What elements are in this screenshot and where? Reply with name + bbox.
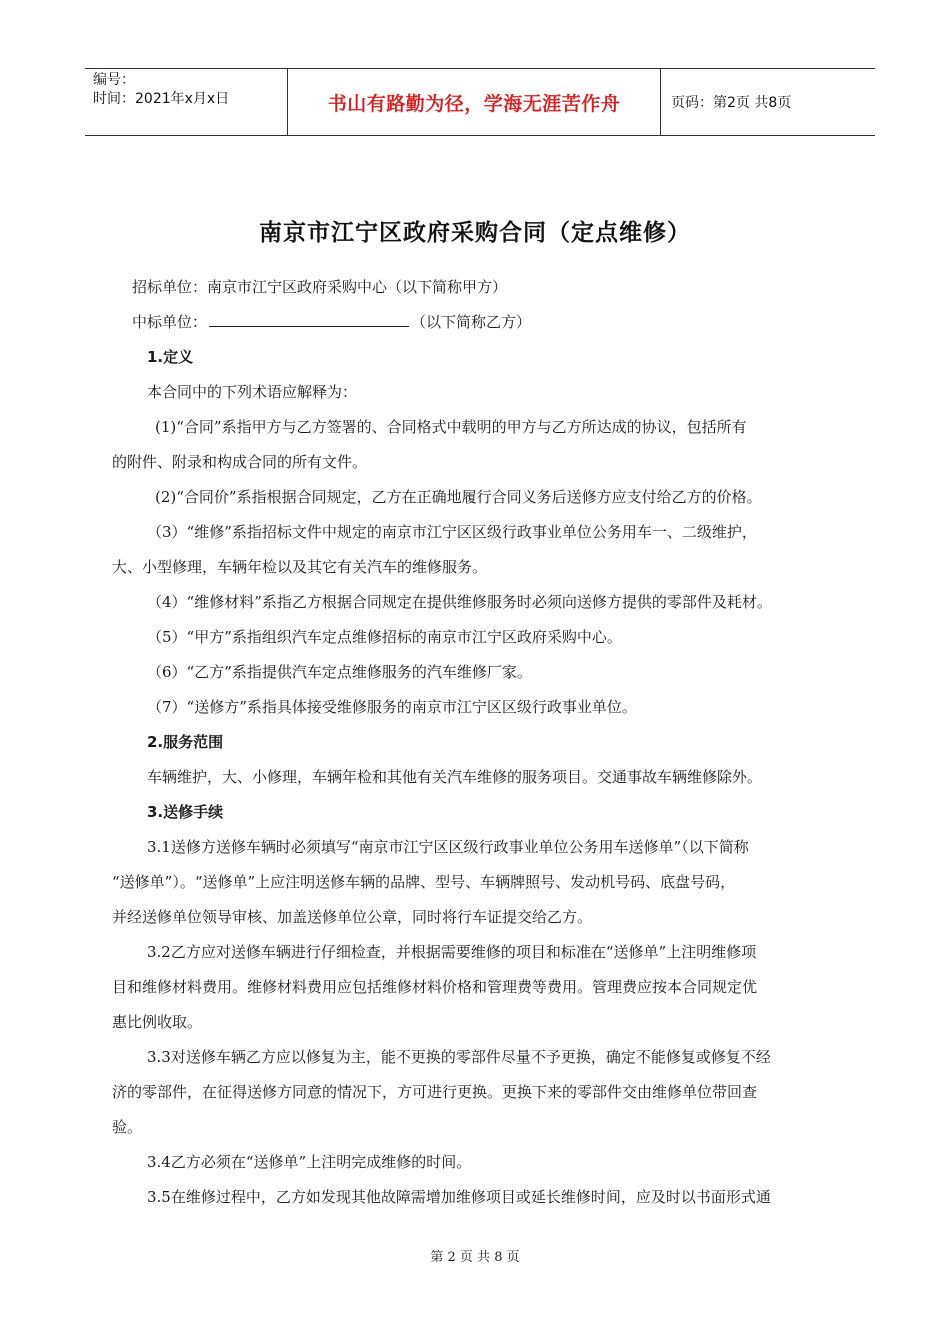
paragraph-line: （3）“维修”系指招标文件中规定的南京市江宁区区级行政事业单位公务用车一、二级维护， <box>147 523 757 541</box>
paragraph-line: （4）“维修材料”系指乙方根据合同规定在提供维修服务时必须向送修方提供的零部件及耗材。 <box>147 593 772 611</box>
page-footer: 第 2 页 共 8 页 <box>430 1250 520 1265</box>
paragraph-line: 目和维修材料费用。维修材料费用应包括维修材料价格和管理费等费用。管理费应按本合同规定优 <box>112 978 758 996</box>
party-bidder: 招标单位：南京市江宁区政府采购中心（以下简称甲方） <box>132 278 508 296</box>
paragraph-line: 的附件、附录和构成合同的所有文件。 <box>112 453 368 471</box>
party-winner <box>132 311 531 332</box>
section-heading: 1.定义 <box>147 348 194 366</box>
paragraph-line: 验。 <box>112 1118 143 1136</box>
paragraph-line: (2)“合同价”系指根据合同规定，乙方在正确地履行合同义务后送修方应支付给乙方的价格。 <box>155 488 762 506</box>
paragraph-line: 大、小型修理，车辆年检以及其它有关汽车的维修服务。 <box>112 558 488 576</box>
time-label: 时间：2021年x月x日 <box>93 91 230 107</box>
paragraph-line: 3.4乙方必须在“送修单”上注明完成维修的时间。 <box>147 1153 472 1171</box>
paragraph-line: （5）“甲方”系指组织汽车定点维修招标的南京市江宁区政府采购中心。 <box>147 628 622 646</box>
paragraph-line: 3.2乙方应对送修车辆进行仔细检查，并根据需要维修的项目和标准在“送修单”上注明维修项 <box>147 943 757 961</box>
paragraph-line: 本合同中的下列术语应解释为： <box>147 383 358 401</box>
winner-suffix: （以下简称乙方） <box>411 313 532 331</box>
paragraph-line: 惠比例收取。 <box>112 1013 203 1031</box>
header-motto: 书山有路勤为径，学海无涯苦作舟 <box>287 69 661 135</box>
paragraph-line: 3.1送修方送修车辆时必须填写“南京市江宁区区级行政事业单位公务用车送修单”（以下简称 <box>147 838 749 856</box>
paragraph-line: （6）“乙方”系指提供汽车定点维修服务的汽车维修厂家。 <box>147 663 532 681</box>
winner-blank-field <box>209 312 409 327</box>
document-title: 南京市江宁区政府采购合同（定点维修） <box>259 220 691 246</box>
page-header <box>85 68 875 136</box>
paragraph-line: （7）“送修方”系指具体接受维修服务的南京市江宁区区级行政事业单位。 <box>147 698 637 716</box>
paragraph-line: (1)“合同”系指甲方与乙方签署的、合同格式中载明的甲方与乙方所达成的协议，包括所有 <box>155 418 747 436</box>
paragraph-line: “送修单”）。“送修单”上应注明送修车辆的品牌、型号、车辆牌照号、发动机号码、底盘号码， <box>112 873 736 891</box>
number-label: 编号： <box>93 72 135 88</box>
paragraph-line: 3.3对送修车辆乙方应以修复为主，能不更换的零部件尽量不予更换，确定不能修复或修复不经 <box>147 1048 771 1066</box>
header-page-info: 页码：第2页 共8页 <box>671 95 792 111</box>
section-heading: 3.送修手续 <box>147 803 224 821</box>
paragraph-line: 3.5在维修过程中，乙方如发现其他故障需增加维修项目或延长维修时间，应及时以书面形式通 <box>147 1188 771 1206</box>
header-meta <box>85 69 287 135</box>
section-heading: 2.服务范围 <box>147 733 224 751</box>
winner-label: 中标单位： <box>132 313 208 331</box>
paragraph-line: 车辆维护，大、小修理，车辆年检和其他有关汽车维修的服务项目。交通事故车辆维修除外。 <box>147 768 763 786</box>
paragraph-line: 济的零部件，在征得送修方同意的情况下，方可进行更换。更换下来的零部件交由维修单位带回查 <box>112 1083 758 1101</box>
paragraph-line: 并经送修单位领导审核、加盖送修单位公章，同时将行车证提交给乙方。 <box>112 908 593 926</box>
